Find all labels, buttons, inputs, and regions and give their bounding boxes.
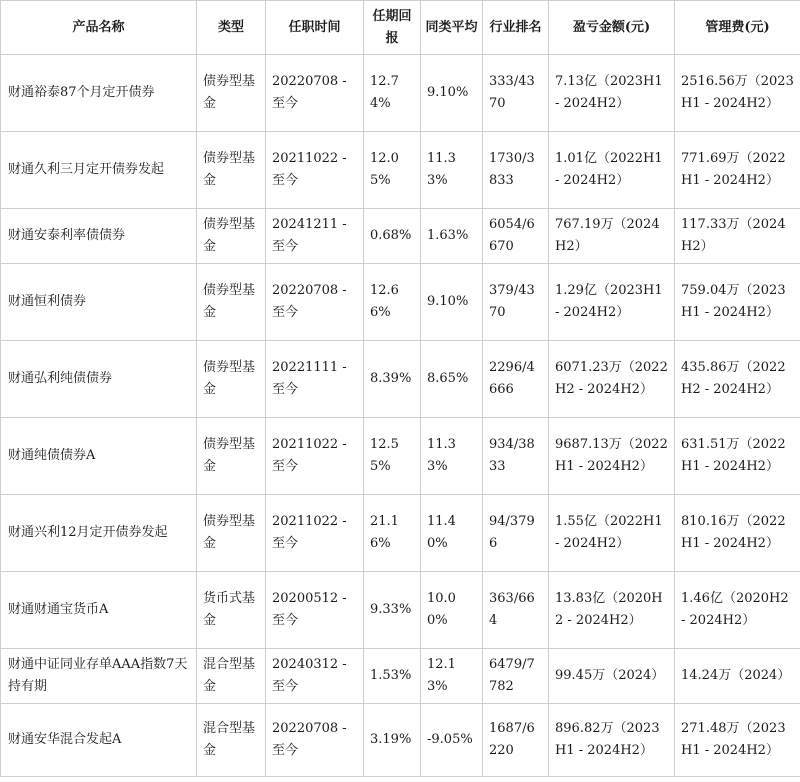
tenure: 20240312 - 至今 xyxy=(266,649,364,704)
tenure: 20200512 - 至今 xyxy=(266,572,364,649)
industry-rank: 363/664 xyxy=(483,572,549,649)
pnl-period: （2022H2 - 2024H2） xyxy=(555,360,668,397)
tenure-return: 3.19% xyxy=(364,704,421,777)
product-name: 财通安华混合发起A xyxy=(1,704,197,777)
peer-average: 11.33% xyxy=(421,132,483,209)
pnl-period: （2024H2） xyxy=(555,217,660,254)
tenure-return: 12.66% xyxy=(364,264,421,341)
table-row xyxy=(1,649,800,704)
fee-period: （2022H1 - 2024H2） xyxy=(681,514,786,551)
industry-rank: 1687/6220 xyxy=(483,704,549,777)
peer-average: 12.13% xyxy=(421,649,483,704)
peer-average: -9.05% xyxy=(421,704,483,777)
fee-cell xyxy=(675,132,800,209)
fee-cell xyxy=(675,418,800,495)
pnl-cell xyxy=(549,704,675,777)
table-row xyxy=(1,418,800,495)
product-name: 财通纯债债券A xyxy=(1,418,197,495)
pnl-amount: 9687.13万 xyxy=(555,437,622,452)
fee-cell xyxy=(675,264,800,341)
fee-amount: 271.48万 xyxy=(681,721,740,736)
fee-amount: 435.86万 xyxy=(681,360,740,375)
pnl-amount: 13.83亿 xyxy=(555,591,606,606)
pnl-amount: 6071.23万 xyxy=(555,360,622,375)
fund-type: 债券型基金 xyxy=(197,132,266,209)
pnl-period: （2022H1 - 2024H2） xyxy=(555,437,668,474)
peer-average: 1.63% xyxy=(421,209,483,264)
pnl-period: （2023H1 - 2024H2） xyxy=(555,74,663,111)
tenure-return: 0.68% xyxy=(364,209,421,264)
header-row xyxy=(1,1,800,55)
fee-amount: 1.46亿 xyxy=(681,591,723,606)
product-name: 财通恒利债券 xyxy=(1,264,197,341)
fee-cell xyxy=(675,209,800,264)
fee-amount: 2516.56万 xyxy=(681,74,748,89)
fee-period: （2022H2 - 2024H2） xyxy=(681,360,786,397)
pnl-amount: 99.45万 xyxy=(555,668,606,683)
peer-average: 9.10% xyxy=(421,264,483,341)
tenure-return: 9.33% xyxy=(364,572,421,649)
fund-type: 债券型基金 xyxy=(197,341,266,418)
industry-rank: 379/4370 xyxy=(483,264,549,341)
pnl-cell xyxy=(549,132,675,209)
fee-period: （2024） xyxy=(731,668,791,683)
fund-type: 混合型基金 xyxy=(197,704,266,777)
fee-period: （2024H2） xyxy=(681,217,786,254)
fee-period: （2022H1 - 2024H2） xyxy=(681,151,786,188)
fee-cell xyxy=(675,495,800,572)
tenure: 20211022 - 至今 xyxy=(266,418,364,495)
product-name: 财通安泰利率债债券 xyxy=(1,209,197,264)
tenure-return: 12.05% xyxy=(364,132,421,209)
pnl-cell xyxy=(549,264,675,341)
table-row xyxy=(1,495,800,572)
header-tenure: 任职时间 xyxy=(266,1,364,55)
tenure: 20211022 - 至今 xyxy=(266,132,364,209)
fee-period: （2023H1 - 2024H2） xyxy=(681,74,794,111)
pnl-amount: 1.29亿 xyxy=(555,283,597,298)
pnl-cell xyxy=(549,418,675,495)
fee-period: （2023H1 - 2024H2） xyxy=(681,283,786,320)
fund-type: 债券型基金 xyxy=(197,418,266,495)
industry-rank: 934/3833 xyxy=(483,418,549,495)
header-fee: 管理费(元) xyxy=(675,1,800,55)
fee-period: （2020H2 - 2024H2） xyxy=(681,591,789,628)
pnl-amount: 7.13亿 xyxy=(555,74,597,89)
fee-amount: 14.24万 xyxy=(681,668,732,683)
pnl-cell xyxy=(549,649,675,704)
fee-cell xyxy=(675,649,800,704)
fee-cell xyxy=(675,55,800,132)
header-pnl: 盈亏金额(元) xyxy=(549,1,675,55)
pnl-period: （2024） xyxy=(605,668,665,683)
pnl-cell xyxy=(549,495,675,572)
product-name: 财通兴利12月定开债券发起 xyxy=(1,495,197,572)
tenure-return: 21.16% xyxy=(364,495,421,572)
pnl-period: （2022H1 - 2024H2） xyxy=(555,514,663,551)
peer-average: 11.40% xyxy=(421,495,483,572)
fee-amount: 771.69万 xyxy=(681,151,740,166)
industry-rank: 1730/3833 xyxy=(483,132,549,209)
product-name: 财通中证同业存单AAA指数7天持有期 xyxy=(1,649,197,704)
fee-amount: 117.33万 xyxy=(681,217,740,232)
industry-rank: 2296/4666 xyxy=(483,341,549,418)
tenure-return: 1.53% xyxy=(364,649,421,704)
pnl-cell xyxy=(549,572,675,649)
pnl-period: （2020H2 - 2024H2） xyxy=(555,591,663,628)
industry-rank: 333/4370 xyxy=(483,55,549,132)
fee-amount: 759.04万 xyxy=(681,283,740,298)
industry-rank: 6479/7782 xyxy=(483,649,549,704)
tenure: 20211022 - 至今 xyxy=(266,495,364,572)
fee-cell xyxy=(675,704,800,777)
fund-type: 债券型基金 xyxy=(197,55,266,132)
fee-amount: 631.51万 xyxy=(681,437,740,452)
industry-rank: 94/3796 xyxy=(483,495,549,572)
fund-type: 债券型基金 xyxy=(197,209,266,264)
table-row xyxy=(1,132,800,209)
tenure: 20220708 - 至今 xyxy=(266,704,364,777)
industry-rank: 6054/6670 xyxy=(483,209,549,264)
pnl-amount: 767.19万 xyxy=(555,217,614,232)
header-type: 类型 xyxy=(197,1,266,55)
pnl-cell xyxy=(549,341,675,418)
header-peer-average: 同类平均 xyxy=(421,1,483,55)
pnl-period: （2023H1 - 2024H2） xyxy=(555,283,663,320)
tenure-return: 8.39% xyxy=(364,341,421,418)
tenure-return: 12.55% xyxy=(364,418,421,495)
pnl-cell xyxy=(549,209,675,264)
table-row xyxy=(1,572,800,649)
product-name: 财通弘利纯债债券 xyxy=(1,341,197,418)
product-name: 财通裕泰87个月定开债券 xyxy=(1,55,197,132)
fee-period: （2023H1 - 2024H2） xyxy=(681,721,786,758)
fund-type: 货币式基金 xyxy=(197,572,266,649)
pnl-period: （2022H1 - 2024H2） xyxy=(555,151,663,188)
table-row xyxy=(1,704,800,777)
header-product-name: 产品名称 xyxy=(1,1,197,55)
fee-cell xyxy=(675,341,800,418)
header-return: 任期回报 xyxy=(364,1,421,55)
peer-average: 8.65% xyxy=(421,341,483,418)
table-row xyxy=(1,209,800,264)
product-name: 财通财通宝货币A xyxy=(1,572,197,649)
product-name: 财通久利三月定开债券发起 xyxy=(1,132,197,209)
peer-average: 11.33% xyxy=(421,418,483,495)
tenure: 20220708 - 至今 xyxy=(266,55,364,132)
pnl-amount: 1.55亿 xyxy=(555,514,597,529)
header-rank: 行业排名 xyxy=(483,1,549,55)
fund-type: 债券型基金 xyxy=(197,264,266,341)
peer-average: 10.00% xyxy=(421,572,483,649)
table-row xyxy=(1,341,800,418)
pnl-period: （2023H1 - 2024H2） xyxy=(555,721,660,758)
table-row xyxy=(1,264,800,341)
tenure: 20241211 - 至今 xyxy=(266,209,364,264)
pnl-amount: 896.82万 xyxy=(555,721,614,736)
pnl-cell xyxy=(549,55,675,132)
pnl-amount: 1.01亿 xyxy=(555,151,597,166)
fee-amount: 810.16万 xyxy=(681,514,740,529)
fee-cell xyxy=(675,572,800,649)
fee-period: （2022H1 - 2024H2） xyxy=(681,437,786,474)
tenure: 20220708 - 至今 xyxy=(266,264,364,341)
tenure: 20221111 - 至今 xyxy=(266,341,364,418)
fund-type: 混合型基金 xyxy=(197,649,266,704)
table-row xyxy=(1,55,800,132)
tenure-return: 12.74% xyxy=(364,55,421,132)
peer-average: 9.10% xyxy=(421,55,483,132)
fund-type: 债券型基金 xyxy=(197,495,266,572)
